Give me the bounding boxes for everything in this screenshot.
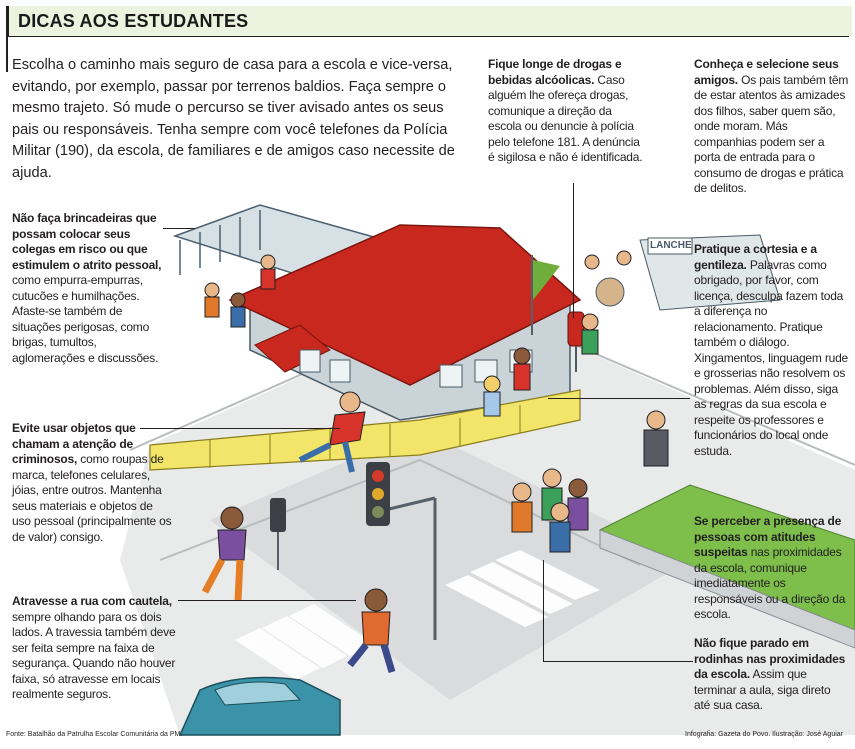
page-title: DICAS AOS ESTUDANTES (18, 11, 249, 31)
tip-games-lead: Não faça brincadeiras que possam colocar seus colegas em risco ou que estimulem o atrito pessoal, (12, 211, 162, 272)
tip-drugs (488, 57, 648, 166)
tip-courtesy-lead: Pratique a cortesia e a gentileza. (694, 242, 817, 272)
snack-bar-sign: LANCHE (650, 240, 692, 251)
tip-suspects-body: nas proximidades da escola, comunique imediatamente os responsáveis ou a direção da escola. (694, 545, 846, 621)
tip-street (12, 594, 182, 703)
tip-courtesy-body: Palavras como obrigado, por favor, com licença, desculpa fazem toda a diferença no relacionamento. Pratique também o diálogo. Xingamentos, linguagem rude e grosserias não resolvem os problemas. Além disso, siga as regras da sua escola e respeite os professores e funcionários do local onde estuda. (694, 257, 849, 458)
tip-friends-lead: Conheça e selecione seus amigos. (694, 57, 839, 87)
intro-paragraph: Escolha o caminho mais seguro de casa para a escola e vice-versa, evitando, por exemplo, passar por terrenos baldios. Faça sempre o mesmo trajeto. Só mude o percurso se tiver avisado antes os seus pais ou responsáveis. Tenha sempre com você telefones da Polícia Militar (190), da escola, de familiares e de amigos caso necessite de ajuda. (12, 57, 455, 181)
tip-games (12, 211, 172, 366)
tip-courtesy (694, 242, 849, 459)
callout-line-drugs (573, 183, 574, 318)
tip-street-body: sempre olhando para os dois lados. A travessia também deve ser feita sempre na faixa de segurança. Quando não houver faixa, só atravesse em locais realmente seguros. (12, 609, 176, 701)
tip-suspects-lead: Se perceber a presença de pessoas com atitudes suspeitas (694, 514, 842, 559)
tip-drugs-lead: Fique longe de drogas e bebidas alcóolicas. (488, 57, 622, 87)
tip-groups-lead: Não fique parado em rodinhas nas proximidades da escola. (694, 636, 846, 681)
tip-groups (694, 636, 849, 714)
tip-objects-lead: Evite usar objetos que chamam a atenção de criminosos, (12, 421, 136, 466)
tip-games-body: como empurra-empurras, cutucões e humilhações. Afaste-se também de situações perigosas, como brigas, tumultos, aglomerações e discussões. (12, 273, 159, 365)
tip-objects (12, 421, 172, 545)
tip-suspects (694, 514, 849, 623)
tip-groups-body: Assim que terminar a aula, siga direto até sua casa. (694, 667, 831, 712)
header-rule (6, 36, 849, 37)
tip-friends (694, 57, 849, 197)
tip-street-lead: Atravesse a rua com cautela, (12, 594, 172, 608)
tip-objects-body: como roupas de marca, telefones celulares, jóias, entre outros. Mantenha seus materiais e objetos de uso pessoal (principalmente os de valor) consigo. (12, 452, 172, 544)
callout-line-groups-h (543, 661, 693, 662)
footer-credits: Infografia: Gazeta do Povo. Ilustração: José Aguiar (685, 731, 843, 738)
header-bar (6, 6, 852, 36)
tip-friends-body: Os pais também têm de estar atentos às amizades dos filhos, saber quem são, onde moram. Más companhias podem ser a porta de entrada para o consumo de drogas e prática de delitos. (694, 72, 849, 195)
tip-drugs-body: Caso alguém lhe ofereça drogas, comunique a direção da escola ou denuncie à polícia pelo telefone 181. A denúncia é sigilosa e não é identificada. (488, 72, 643, 164)
callout-line-groups-v (543, 560, 544, 662)
header-left-edge (6, 36, 8, 72)
callout-line-street (178, 600, 356, 601)
footer-source: Fonte: Batalhão da Patrulha Escolar Comunitária da PM. (6, 731, 183, 738)
callout-line-courtesy (548, 398, 690, 399)
